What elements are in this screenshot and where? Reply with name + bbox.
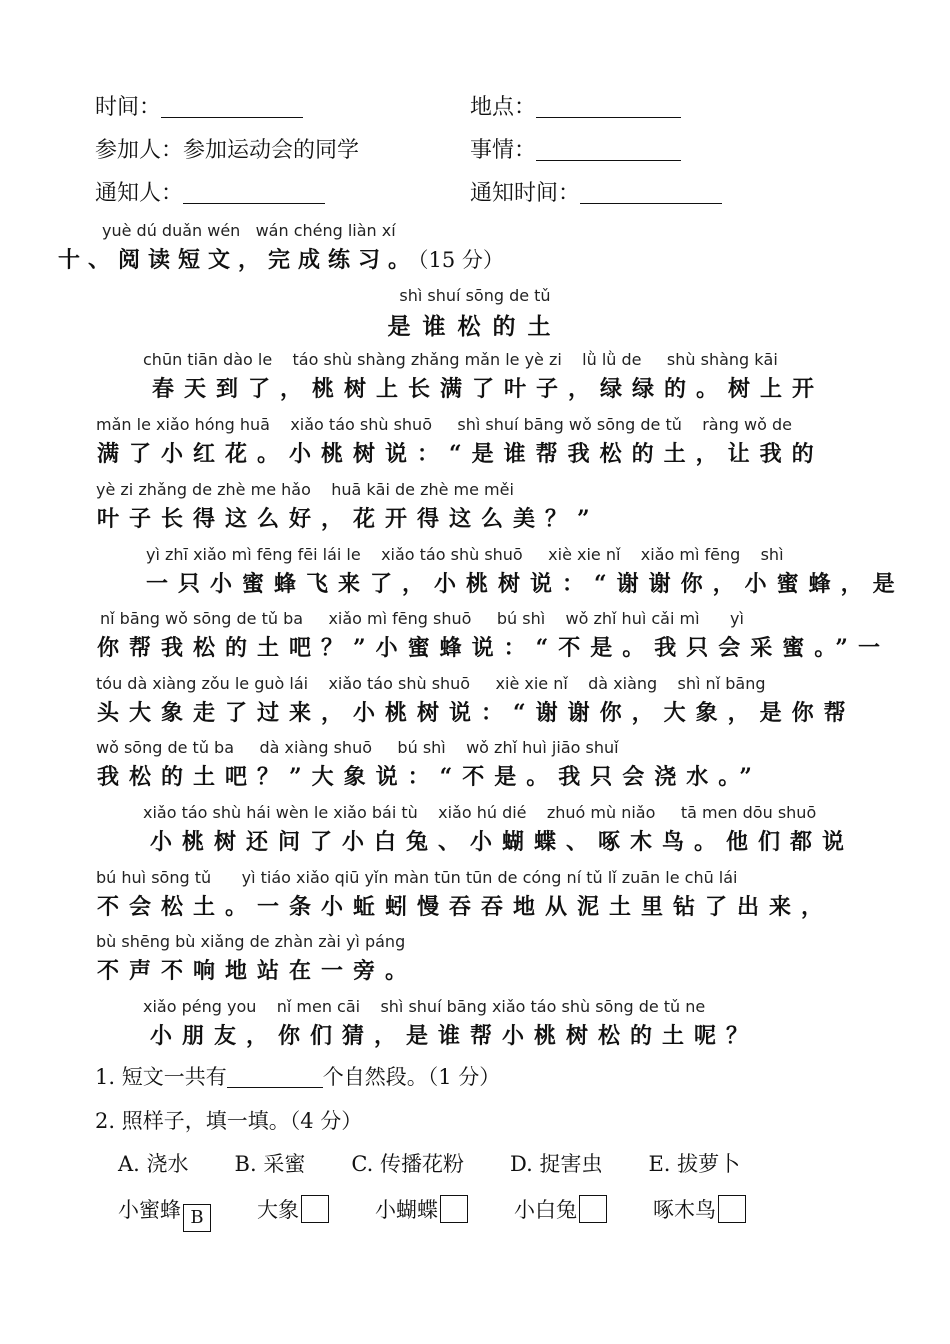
passage-text-line: 满了小红花。小桃树说：“是谁帮我松的土，让我的: [97, 441, 824, 467]
notifier-label: 通知人：: [95, 181, 184, 206]
notifier-field: [95, 176, 325, 207]
passage-pinyin-line: xiǎo táo shù hái wèn le xiǎo bái tù xiǎo hú dié zhuó mù niǎo tā men dōu shuō: [143, 803, 817, 822]
passage-pinyin-line: chūn tiān dào le táo shù shàng zhǎng mǎn le yè zi lǜ lǜ de shù shàng kāi: [143, 350, 778, 369]
match-rabbit-label: 小白兔: [514, 1198, 577, 1222]
participants-field: [95, 133, 359, 164]
passage-text-line: 叶子长得这么好，花开得这么美？”: [97, 506, 600, 532]
passage-text-line: 你帮我松的土吧？”小蜜蜂说：“不是。我只会采蜜。”一: [97, 635, 890, 661]
matter-field: [470, 133, 681, 164]
notify-time-label: 通知时间：: [470, 181, 581, 206]
option-c: C. 传播花粉: [351, 1152, 464, 1176]
matter-label: 事情：: [470, 138, 537, 163]
match-bee-label: 小蜜蜂: [118, 1198, 181, 1222]
option-list: [118, 1148, 740, 1178]
match-row: [118, 1194, 746, 1232]
passage-pinyin-line: bú huì sōng tǔ yì tiáo xiǎo qiū yǐn màn tūn tūn de cóng ní tǔ lǐ zuān le chū lái: [96, 868, 738, 887]
match-woodpecker: [653, 1194, 746, 1224]
passage-text-line: 春天到了，桃树上长满了叶子，绿绿的。树上开: [152, 376, 825, 402]
question-1-blank[interactable]: [227, 1087, 323, 1088]
passage-pinyin-line: xiǎo péng you nǐ men cāi shì shuí bāng xiǎo táo shù sōng de tǔ ne: [143, 997, 706, 1016]
passage-text-line: 我松的土吧？”大象说：“不是。我只会浇水。”: [97, 764, 762, 790]
section-heading: [58, 243, 504, 274]
section-title: 十、阅读短文，完成练习。: [58, 247, 419, 273]
passage-pinyin-line: yì zhī xiǎo mì fēng fēi lái le xiǎo táo shù shuō xiè xie nǐ xiǎo mì fēng shì: [146, 545, 784, 564]
notify-time-blank[interactable]: [580, 203, 722, 204]
passage-text-line: 不会松土。一条小蚯蚓慢吞吞地从泥土里钻了出来，: [97, 894, 834, 920]
passage-text-line: 一只小蜜蜂飞来了，小桃树说：“谢谢你，小蜜蜂，是: [146, 571, 905, 597]
participants-value: 参加运动会的同学: [183, 138, 360, 163]
match-rabbit: [514, 1194, 607, 1224]
match-rabbit-box[interactable]: [579, 1195, 607, 1223]
notify-time-field: [470, 176, 722, 207]
place-label: 地点：: [470, 95, 537, 120]
match-bee: [118, 1194, 211, 1232]
passage-text-line: 不声不响地站在一旁。: [97, 958, 418, 984]
option-a: A. 浇水: [118, 1152, 189, 1176]
match-butterfly-box[interactable]: [440, 1195, 468, 1223]
passage-pinyin-line: wǒ sōng de tǔ ba dà xiàng shuō bú shì wǒ zhǐ huì jiāo shuǐ: [96, 738, 619, 757]
match-elephant-label: 大象: [257, 1198, 299, 1222]
section-pinyin: yuè dú duǎn wén wán chéng liàn xí: [102, 221, 396, 240]
option-b: B. 采蜜: [234, 1152, 306, 1176]
match-butterfly: [375, 1194, 468, 1224]
option-d: D. 捉害虫: [510, 1152, 603, 1176]
match-bee-box[interactable]: B: [183, 1204, 211, 1232]
passage-pinyin-line: mǎn le xiǎo hóng huā xiǎo táo shù shuō shì shuí bāng wǒ sōng de tǔ ràng wǒ de: [96, 415, 792, 434]
match-woodpecker-box[interactable]: [718, 1195, 746, 1223]
passage-pinyin-line: tóu dà xiàng zǒu le guò lái xiǎo táo shù shuō xiè xie nǐ dà xiàng shì nǐ bāng: [96, 674, 766, 693]
passage-text-line: 小朋友，你们猜，是谁帮小桃树松的土呢？: [150, 1023, 759, 1049]
passage-pinyin-line: yè zi zhǎng de zhè me hǎo huā kāi de zhè me měi: [96, 480, 514, 499]
passage-title: 是谁松的土: [387, 313, 563, 340]
match-woodpecker-label: 啄木鸟: [653, 1198, 716, 1222]
match-elephant: [257, 1194, 329, 1224]
passage-pinyin-line: nǐ bāng wǒ sōng de tǔ ba xiǎo mì fēng shuō bú shì wǒ zhǐ huì cǎi mì yì: [100, 609, 744, 628]
time-field: [95, 90, 303, 121]
matter-blank[interactable]: [536, 160, 681, 161]
place-blank[interactable]: [536, 117, 681, 118]
passage-text-line: 小桃树还问了小白兔、小蝴蝶、啄木鸟。他们都说: [150, 829, 855, 855]
question-1: [95, 1061, 500, 1091]
option-e: E. 拔萝卜: [648, 1152, 741, 1176]
question-1-suffix: 个自然段。（1 分）: [322, 1065, 501, 1089]
time-blank[interactable]: [161, 117, 303, 118]
section-score: （15 分）: [418, 248, 504, 272]
match-elephant-box[interactable]: [301, 1195, 329, 1223]
notifier-blank[interactable]: [183, 203, 325, 204]
place-field: [470, 90, 681, 121]
passage-title-pinyin: shì shuí sōng de tǔ: [399, 286, 551, 305]
participants-label: 参加人：: [95, 138, 184, 163]
match-butterfly-label: 小蝴蝶: [375, 1198, 438, 1222]
question-1-prefix: 1. 短文一共有: [95, 1065, 227, 1089]
passage-text-line: 头大象走了过来，小桃树说：“谢谢你，大象，是你帮: [97, 700, 856, 726]
passage-pinyin-line: bù shēng bù xiǎng de zhàn zài yì páng: [96, 932, 406, 951]
question-2: 2. 照样子，填一填。（4 分）: [95, 1109, 363, 1133]
time-label: 时间：: [95, 95, 162, 120]
